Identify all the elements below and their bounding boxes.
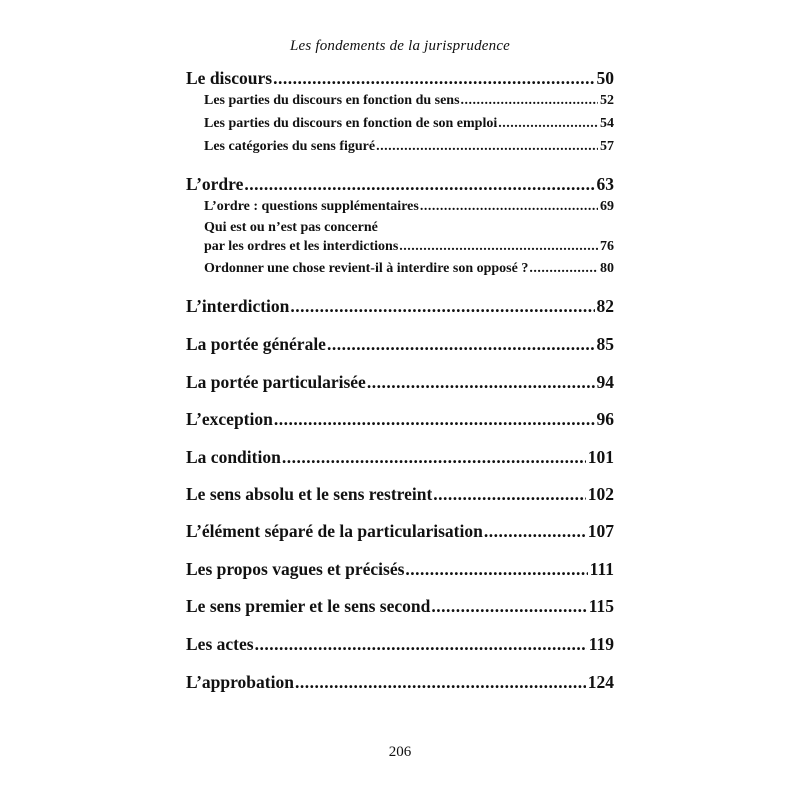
- toc-title: L’élément séparé de la particularisation: [186, 521, 483, 541]
- toc-title: Le sens absolu et le sens restreint: [186, 484, 433, 504]
- toc-page: 96: [596, 409, 614, 429]
- toc-title: L’exception: [186, 409, 273, 429]
- toc-page: 115: [588, 596, 614, 616]
- toc-page: 54: [600, 116, 614, 131]
- toc-page: 57: [600, 139, 614, 154]
- toc-page: 119: [588, 634, 614, 654]
- toc-entry: [186, 372, 614, 393]
- toc-title: L’interdiction: [186, 296, 290, 316]
- toc-title: Ordonner une chose revient-il à interdire son opposé ?: [204, 261, 529, 276]
- toc-title: Les actes: [186, 634, 254, 654]
- toc-entry: [186, 521, 614, 542]
- toc-page: 82: [596, 296, 614, 316]
- toc-entry: [186, 174, 614, 195]
- toc-title: L’approbation: [186, 672, 294, 692]
- toc-page: 80: [600, 261, 614, 276]
- toc-title: La condition: [186, 447, 281, 467]
- toc-entry: [186, 409, 614, 430]
- toc-subentry: [204, 261, 614, 277]
- toc-subentry: [204, 116, 614, 132]
- toc-entry: [186, 68, 614, 89]
- toc-page: 111: [589, 559, 614, 579]
- toc-entry: [186, 296, 614, 317]
- toc-page: 85: [596, 334, 614, 354]
- toc-entry: [186, 672, 614, 693]
- toc-entry: [186, 559, 614, 580]
- toc-subentry: [204, 139, 614, 155]
- page-number: 206: [388, 744, 412, 760]
- toc-subentry-line: Qui est ou n’est pas concerné: [204, 220, 378, 235]
- toc-subentry: [204, 93, 614, 109]
- toc-title: La portée générale: [186, 334, 326, 354]
- toc-subentry: [204, 239, 614, 255]
- running-header: Les fondements de la jurisprudence: [289, 38, 511, 54]
- toc-page: 124: [587, 672, 614, 692]
- toc-title: La portée particularisée: [186, 372, 366, 392]
- toc-title: Le discours: [186, 68, 273, 88]
- toc-entry: [186, 334, 614, 355]
- toc-page: 63: [596, 174, 614, 194]
- toc-page: 107: [587, 521, 614, 541]
- toc-subentry: [204, 199, 614, 215]
- toc-title: par les ordres et les interdictions: [204, 239, 399, 254]
- toc-entry: [186, 484, 614, 505]
- toc-page: 52: [600, 93, 614, 108]
- toc-page: 102: [587, 484, 614, 504]
- toc-page: 50: [596, 68, 614, 88]
- toc-page: 101: [587, 447, 614, 467]
- toc-title: Les parties du discours en fonction du sens: [204, 93, 460, 108]
- toc-title: L’ordre : questions supplémentaires: [204, 199, 419, 214]
- toc-entry: [186, 596, 614, 617]
- toc-entry: [186, 634, 614, 655]
- toc-title: Le sens premier et le sens second: [186, 596, 431, 616]
- toc-title: Les catégories du sens figuré: [204, 139, 376, 154]
- toc-title: L’ordre: [186, 174, 244, 194]
- toc-page: 94: [596, 372, 614, 392]
- toc-page: 69: [600, 199, 614, 214]
- toc-page: 76: [600, 239, 614, 254]
- toc-entry: [186, 447, 614, 468]
- toc-title: Les propos vagues et précisés: [186, 559, 405, 579]
- toc-title: Les parties du discours en fonction de son emploi: [204, 116, 498, 131]
